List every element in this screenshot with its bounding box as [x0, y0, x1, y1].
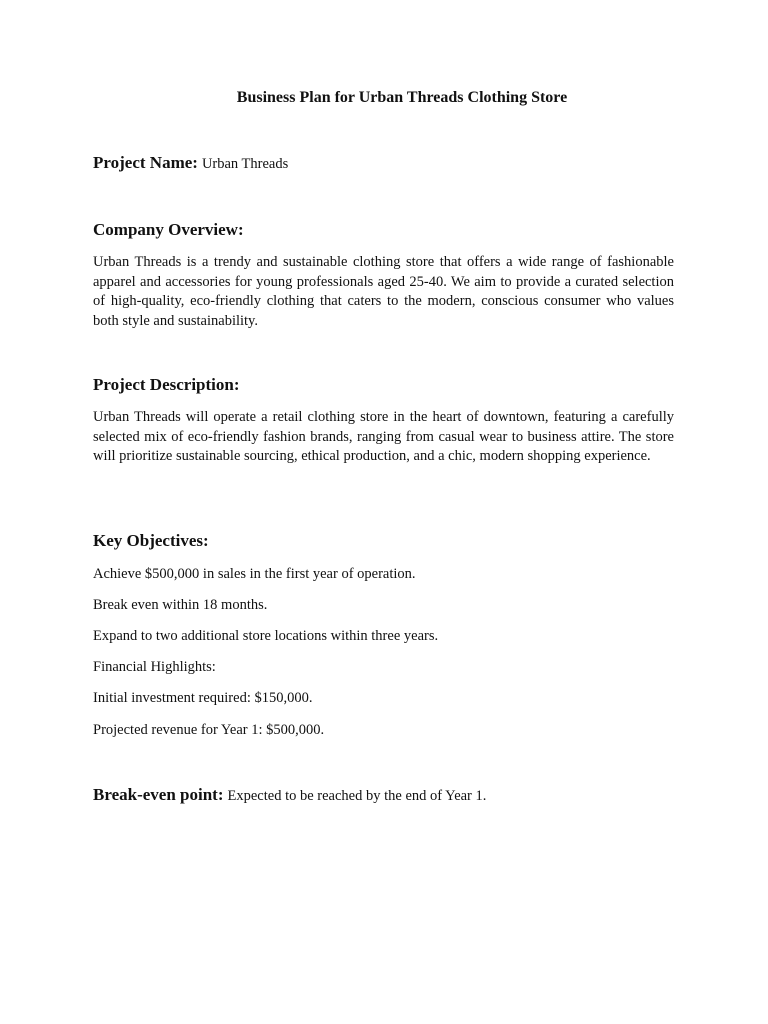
project-description-heading: Project Description: [93, 375, 240, 394]
project-name-value: Urban Threads [201, 156, 289, 172]
break-even-label: Break-even point: [93, 785, 224, 804]
objective-item: Achieve $500,000 in sales in the first year of operation. [93, 566, 416, 582]
objective-item: Projected revenue for Year 1: $500,000. [93, 722, 325, 738]
break-even-value: Expected to be reached by the end of Year 1. [227, 788, 487, 804]
objective-item: Initial investment required: $150,000. [93, 690, 313, 706]
objective-item: Financial Highlights: [93, 659, 216, 675]
project-name-label: Project Name: [93, 153, 198, 172]
document-title: Business Plan for Urban Threads Clothing Store [236, 89, 568, 106]
key-objectives-heading: Key Objectives: [93, 531, 209, 550]
company-overview-heading: Company Overview: [93, 220, 244, 239]
objective-item: Break even within 18 months. [93, 597, 268, 613]
key-objectives-section [93, 530, 674, 552]
project-description-section [93, 374, 674, 467]
company-overview-section [93, 219, 674, 331]
objective-item: Expand to two additional store locations within three years. [93, 628, 439, 644]
break-even-line [93, 785, 674, 805]
project-description-text: Urban Threads will operate a retail clothing store in the heart of downtown, featuring a carefully selected mix of eco-friendly fashion brands, ranging from casual wear to business attire. The store will prioritize sustainable sourcing, ethical production, and a chic, modern shopping experience. [93, 409, 674, 464]
company-overview-text: Urban Threads is a trendy and sustainable clothing store that offers a wide range of fashionable apparel and accessories for young professionals aged 25-40. We aim to provide a curated selection of high-quality, eco-friendly clothing that caters to the modern, conscious consumer who values both style and sustainability. [93, 254, 674, 329]
project-name-line [93, 153, 674, 173]
